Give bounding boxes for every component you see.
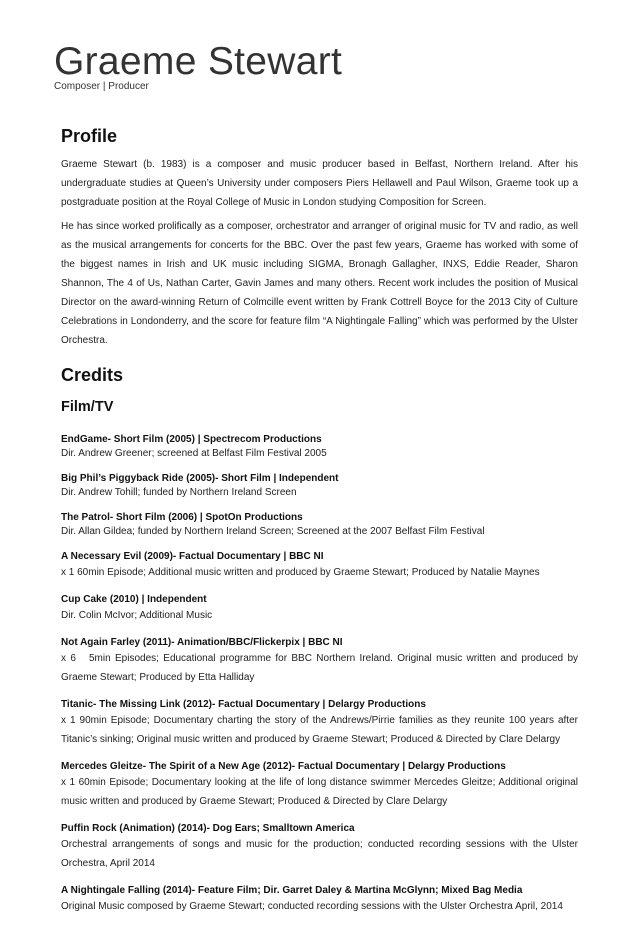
credit-title: EndGame- Short Film (2005) | Spectrecom Productions — [61, 434, 322, 445]
credit-title: Big Phil’s Piggyback Ride (2005)- Short Film | Independent — [61, 473, 339, 484]
credit-title: The Patrol- Short Film (2006) | SpotOn Productions — [61, 512, 303, 523]
credit-item — [61, 760, 578, 811]
credit-item — [61, 433, 578, 461]
credit-item — [61, 593, 578, 625]
profile-section — [61, 124, 578, 350]
credit-title: A Nightingale Falling (2014)- Feature Film; Dir. Garret Daley & Martina McGlynn; Mixed Bag Media — [61, 885, 523, 896]
profile-paragraph: He has since worked prolifically as a composer, orchestrator and arranger of original music for TV and radio, as well as the musical arrangements for concerts for the BBC. Over the past few years, Graeme has worked with some of the biggest names in Irish and UK music including SIGMA, Bronagh Gallagher, INXS, Eddie Reader, Sharon Shannon, The 4 of Us, Nathan Carter, Gavin James and many others. Recent work includes the position of Musical Director on the award-winning Return of Colmcille event written by Frank Cottrell Boyce for the 2013 City of Culture Celebrations in Londonderry, and the score for feature film “A Nightingale Falling” which was performed by the Ulster Orchestra. — [61, 221, 578, 346]
credit-title: Cup Cake (2010) | Independent — [61, 594, 207, 605]
credit-item — [61, 472, 578, 500]
main-content — [61, 124, 581, 927]
credit-title: Titanic- The Missing Link (2012)- Factual Documentary | Delargy Productions — [61, 699, 426, 710]
page-title: Graeme Stewart — [54, 40, 343, 83]
credits-section — [61, 363, 581, 916]
credit-title: Puffin Rock (Animation) (2014)- Dog Ears; Smalltown America — [61, 823, 355, 834]
credit-description: Dir. Allan Gildea; funded by Northern Ireland Screen; Screened at the 2007 Belfast Film Festival — [61, 526, 485, 537]
credit-description: x 1 60min Episode; Documentary looking at the life of long distance swimmer Mercedes Gleitze; Additional original music written and produced by Graeme Stewart; Produced & Directed by Clare Delargy — [61, 777, 578, 807]
credit-item — [61, 698, 578, 749]
credit-description: x 1 90min Episode; Documentary charting the story of the Andrews/Pirrie families as they reunite 100 years after Titanic’s sinking; Original music written and produced by Graeme Stewart; Produced & Directed by Clare Delargy — [61, 715, 578, 745]
credit-description: x 6 5min Episodes; Educational programme for BBC Northern Ireland. Original music written and produced by Graeme Stewart; Produced by Etta Halliday — [61, 653, 581, 683]
credits-heading: Credits — [61, 365, 124, 385]
credit-item — [61, 884, 578, 916]
credit-item — [61, 822, 578, 873]
credit-description: Dir. Andrew Tohill; funded by Northern Ireland Screen — [61, 487, 297, 498]
credit-title: Not Again Farley (2011)- Animation/BBC/Flickerpix | BBC NI — [61, 637, 343, 648]
credit-item — [61, 636, 581, 687]
credit-item — [61, 550, 578, 582]
credit-title: A Necessary Evil (2009)- Factual Documentary | BBC NI — [61, 551, 324, 562]
credit-description: Original Music composed by Graeme Stewart; conducted recording sessions with the Ulster Orchestra April, 2014 — [61, 901, 563, 912]
credit-description: x 1 60min Episode; Additional music written and produced by Graeme Stewart; Produced by Natalie Maynes — [61, 567, 540, 578]
page-subtitle: Composer | Producer — [54, 81, 149, 92]
credit-description: Orchestral arrangements of songs and music for the production; conducted recording sessions with the Ulster Orchestra, April 2014 — [61, 839, 578, 869]
credit-description: Dir. Colin McIvor; Additional Music — [61, 610, 213, 621]
credit-description: Dir. Andrew Greener; screened at Belfast Film Festival 2005 — [61, 448, 327, 459]
credit-item — [61, 511, 578, 539]
film-tv-heading: Film/TV — [61, 399, 114, 415]
profile-paragraph: Graeme Stewart (b. 1983) is a composer and music producer based in Belfast, Northern Ireland. After his undergraduate studies at Queen’s University under composers Piers Hellawell and Paul Wilson, Graeme took up a postgraduate position at the Royal College of Music in London studying Composition for Screen. — [61, 159, 578, 208]
profile-heading: Profile — [61, 126, 118, 146]
credit-title: Mercedes Gleitze- The Spirit of a New Age (2012)- Factual Documentary | Delargy Productions — [61, 761, 506, 772]
